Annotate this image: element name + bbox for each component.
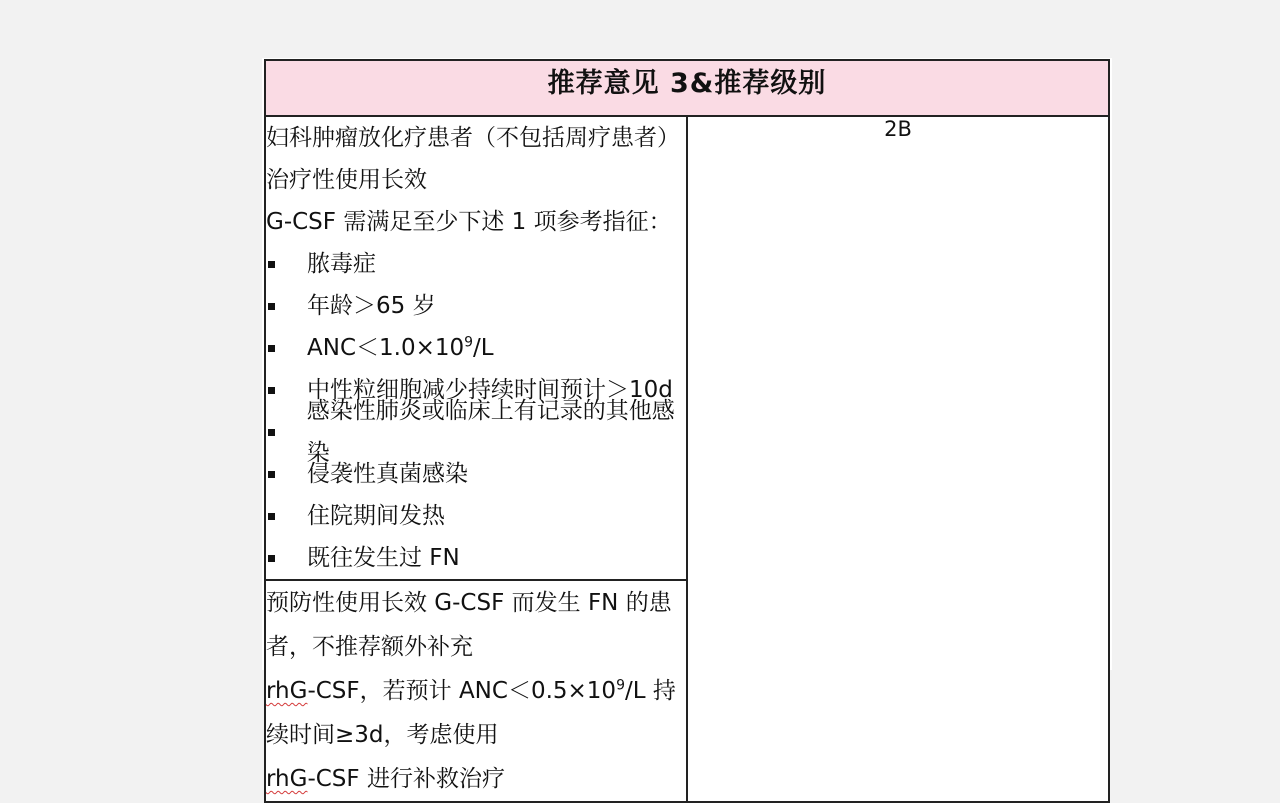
recommendation-table (264, 59, 1110, 803)
list-item (266, 398, 686, 466)
list-item (266, 495, 686, 537)
criterion-text: 脓毒症 (307, 251, 376, 277)
recommendation-row (265, 116, 1109, 580)
intro-line-2: G-CSF 需满足至少下述 1 项参考指征： (266, 209, 672, 235)
list-item (266, 285, 686, 327)
recommendation-cell (265, 116, 687, 580)
criterion-anc-exponent: 9 (464, 334, 474, 351)
spellcheck-flag: rhG (266, 766, 308, 792)
grade-cell: 2B (687, 116, 1109, 802)
followup-line-3 (266, 757, 686, 801)
bullet-icon (268, 513, 275, 520)
criterion-text: 年龄＞65 岁 (307, 293, 436, 319)
criterion-text: 侵袭性真菌感染 (307, 461, 468, 487)
bullet-icon (268, 303, 275, 310)
bullet-icon (268, 429, 275, 436)
table-header: 推荐意见 3&推荐级别 (265, 60, 1109, 116)
list-item (266, 327, 686, 369)
intro-line-1: 妇科肿瘤放化疗患者（不包括周疗患者）治疗性使用长效 (266, 125, 680, 193)
followup-line-2 (266, 669, 686, 757)
bullet-icon (268, 261, 275, 268)
followup-exponent: 9 (616, 677, 625, 694)
criterion-anc-unit: /L (473, 335, 494, 361)
followup-cell (265, 580, 687, 802)
criterion-anc-prefix: ANC＜1.0×10 (307, 335, 465, 361)
followup-line-2-b: /L 持续时间≥3d，考虑使用 (266, 678, 676, 748)
list-item (266, 537, 686, 579)
followup-line-1: 预防性使用长效 G-CSF 而发生 FN 的患者，不推荐额外补充 (266, 590, 672, 660)
bullet-icon (268, 555, 275, 562)
criterion-text: 住院期间发热 (307, 503, 445, 529)
criterion-text (307, 327, 494, 369)
criterion-text: 感染性肺炎或临床上有记录的其他感染 (306, 398, 675, 466)
followup-line-2-a: -CSF，若预计 ANC＜0.5×10 (307, 678, 617, 704)
followup-line-3-rest: -CSF 进行补救治疗 (307, 766, 505, 792)
criteria-list (266, 243, 686, 579)
criterion-text: 既往发生过 FN (307, 545, 460, 571)
criterion-text: 中性粒细胞减少持续时间预计＞10d (307, 377, 673, 403)
header-row (265, 60, 1109, 116)
list-item (266, 243, 686, 285)
spellcheck-flag: rhG (266, 678, 308, 704)
bullet-icon (268, 387, 275, 394)
bullet-icon (268, 345, 275, 352)
bullet-icon (268, 471, 275, 478)
